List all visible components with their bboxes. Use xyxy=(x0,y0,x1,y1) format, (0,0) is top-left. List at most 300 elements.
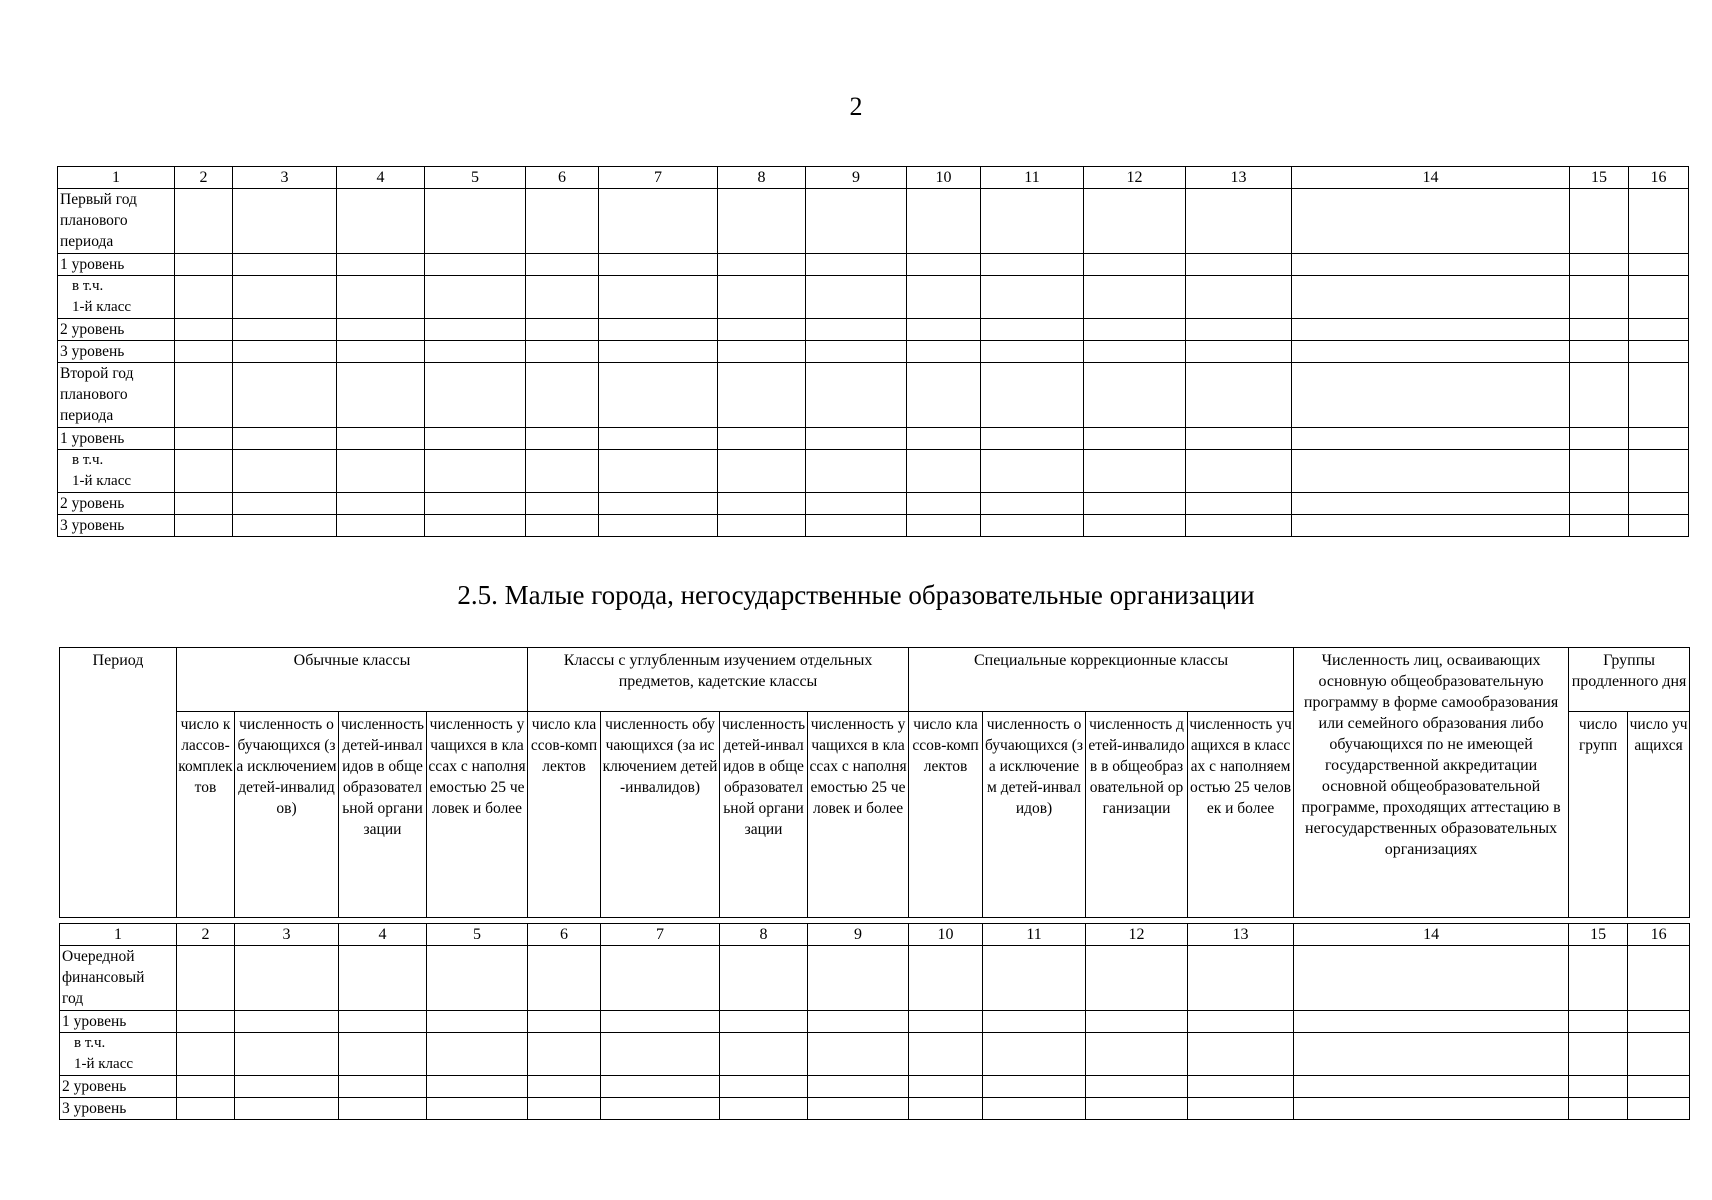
column-number: 9 xyxy=(808,924,909,946)
section-title: 2.5. Малые города, негосударственные образовательные организации xyxy=(457,580,1255,610)
table-row xyxy=(58,276,1689,319)
empty-cell xyxy=(528,946,601,1011)
empty-cell xyxy=(337,363,425,428)
empty-cell xyxy=(233,189,337,254)
empty-cell xyxy=(528,1098,601,1120)
row-label: 3 уровень xyxy=(58,515,175,537)
empty-cell xyxy=(177,1076,235,1098)
column-number: 6 xyxy=(528,924,601,946)
empty-cell xyxy=(981,450,1084,493)
empty-cell xyxy=(1084,276,1186,319)
empty-cell xyxy=(808,1076,909,1098)
empty-cell xyxy=(909,1033,983,1076)
subcolumn-header: численность детей-инвалидов в общеобразовательной организации xyxy=(1086,712,1188,918)
subcolumn-header: численность детей-инвалидов в общеобразовательной организации xyxy=(339,712,427,918)
empty-cell xyxy=(718,363,806,428)
empty-cell xyxy=(981,493,1084,515)
table-row xyxy=(58,189,1689,254)
empty-cell xyxy=(1186,428,1292,450)
empty-cell xyxy=(1570,189,1629,254)
empty-cell xyxy=(1186,276,1292,319)
empty-cell xyxy=(599,450,718,493)
empty-cell xyxy=(339,1011,427,1033)
empty-cell xyxy=(1629,341,1689,363)
empty-cell xyxy=(425,254,526,276)
empty-cell xyxy=(339,1076,427,1098)
empty-cell xyxy=(1629,493,1689,515)
column-number: 7 xyxy=(599,167,718,189)
empty-cell xyxy=(808,1033,909,1076)
column-number: 14 xyxy=(1292,167,1570,189)
subcolumn-header: численность учащихся в классах с наполняемостью 25 человек и более xyxy=(1188,712,1294,918)
empty-cell xyxy=(175,319,233,341)
empty-cell xyxy=(425,341,526,363)
empty-cell xyxy=(1186,515,1292,537)
empty-cell xyxy=(983,1033,1086,1076)
row-label: 2 уровень xyxy=(58,319,175,341)
empty-cell xyxy=(175,493,233,515)
empty-cell xyxy=(1628,1033,1690,1076)
empty-cell xyxy=(1294,946,1569,1011)
row-label: в т.ч. 1-й класс xyxy=(58,276,175,319)
empty-cell xyxy=(235,1033,339,1076)
empty-cell xyxy=(233,493,337,515)
empty-cell xyxy=(337,515,425,537)
empty-cell xyxy=(601,1011,720,1033)
empty-cell xyxy=(1186,341,1292,363)
empty-cell xyxy=(806,363,907,428)
group-header-advanced: Классы с углубленным изучением отдельных предметов, кадетские классы xyxy=(528,648,909,712)
empty-cell xyxy=(718,319,806,341)
empty-cell xyxy=(909,946,983,1011)
empty-cell xyxy=(526,363,599,428)
empty-cell xyxy=(425,428,526,450)
empty-cell xyxy=(1086,1076,1188,1098)
empty-cell xyxy=(1629,254,1689,276)
empty-cell xyxy=(175,428,233,450)
row-label: 1 уровень xyxy=(60,1011,177,1033)
column-number: 1 xyxy=(58,167,175,189)
empty-cell xyxy=(718,189,806,254)
table-row xyxy=(60,1098,1690,1120)
empty-cell xyxy=(1292,276,1570,319)
empty-cell xyxy=(599,428,718,450)
empty-cell xyxy=(806,276,907,319)
empty-cell xyxy=(1292,515,1570,537)
empty-cell xyxy=(526,493,599,515)
empty-cell xyxy=(1186,319,1292,341)
empty-cell xyxy=(601,1076,720,1098)
empty-cell xyxy=(425,493,526,515)
empty-cell xyxy=(1294,1011,1569,1033)
empty-cell xyxy=(1186,493,1292,515)
empty-cell xyxy=(599,493,718,515)
empty-cell xyxy=(907,493,981,515)
subcolumn-header: численность учащихся в классах с наполняемостью 25 человек и более xyxy=(427,712,528,918)
empty-cell xyxy=(175,363,233,428)
empty-cell xyxy=(233,515,337,537)
empty-cell xyxy=(806,341,907,363)
empty-cell xyxy=(720,1033,808,1076)
subcolumn-header: число классов-комплектов xyxy=(528,712,601,918)
empty-cell xyxy=(907,189,981,254)
column-number: 11 xyxy=(981,167,1084,189)
empty-cell xyxy=(1569,946,1628,1011)
empty-cell xyxy=(337,450,425,493)
empty-cell xyxy=(1629,515,1689,537)
empty-cell xyxy=(808,1098,909,1120)
table-row xyxy=(58,450,1689,493)
empty-cell xyxy=(1629,276,1689,319)
empty-cell xyxy=(720,946,808,1011)
empty-cell xyxy=(983,946,1086,1011)
empty-cell xyxy=(425,363,526,428)
empty-cell xyxy=(233,450,337,493)
empty-cell xyxy=(718,450,806,493)
empty-cell xyxy=(909,1076,983,1098)
row-label: 2 уровень xyxy=(58,493,175,515)
column-number: 4 xyxy=(337,167,425,189)
column-number-row xyxy=(60,924,1690,946)
empty-cell xyxy=(720,1076,808,1098)
empty-cell xyxy=(233,319,337,341)
empty-cell xyxy=(909,1011,983,1033)
column-number: 10 xyxy=(907,167,981,189)
empty-cell xyxy=(235,1011,339,1033)
empty-cell xyxy=(175,450,233,493)
empty-cell xyxy=(983,1011,1086,1033)
column-number: 15 xyxy=(1569,924,1628,946)
column-number: 8 xyxy=(720,924,808,946)
subcolumn-header: численность обучающихся (за исключением детей-инвалидов) xyxy=(983,712,1086,918)
empty-cell xyxy=(601,1033,720,1076)
row-label: 1 уровень xyxy=(58,428,175,450)
empty-cell xyxy=(599,276,718,319)
empty-cell xyxy=(1629,189,1689,254)
column-number: 4 xyxy=(339,924,427,946)
empty-cell xyxy=(339,946,427,1011)
empty-cell xyxy=(526,428,599,450)
column-number: 16 xyxy=(1629,167,1689,189)
table-row xyxy=(58,515,1689,537)
row-label: Очередной финансовый год xyxy=(60,946,177,1011)
empty-cell xyxy=(425,450,526,493)
empty-cell xyxy=(233,341,337,363)
table-row xyxy=(58,254,1689,276)
empty-cell xyxy=(1628,1098,1690,1120)
empty-cell xyxy=(1570,428,1629,450)
empty-cell xyxy=(1188,1033,1294,1076)
empty-cell xyxy=(981,276,1084,319)
empty-cell xyxy=(983,1076,1086,1098)
column-number: 6 xyxy=(526,167,599,189)
row-label: 2 уровень xyxy=(60,1076,177,1098)
empty-cell xyxy=(718,254,806,276)
empty-cell xyxy=(981,319,1084,341)
empty-cell xyxy=(1188,1098,1294,1120)
empty-cell xyxy=(1569,1011,1628,1033)
empty-cell xyxy=(599,254,718,276)
bottom-table xyxy=(59,647,1690,1120)
empty-cell xyxy=(427,1098,528,1120)
empty-cell xyxy=(806,254,907,276)
empty-cell xyxy=(177,1033,235,1076)
empty-cell xyxy=(233,276,337,319)
empty-cell xyxy=(1188,946,1294,1011)
empty-cell xyxy=(337,428,425,450)
empty-cell xyxy=(599,515,718,537)
empty-cell xyxy=(907,363,981,428)
column-number: 12 xyxy=(1086,924,1188,946)
empty-cell xyxy=(808,1011,909,1033)
empty-cell xyxy=(1292,428,1570,450)
empty-cell xyxy=(1084,363,1186,428)
empty-cell xyxy=(1186,189,1292,254)
table-row xyxy=(58,363,1689,428)
group-header-correctional: Специальные коррекционные классы xyxy=(909,648,1294,712)
empty-cell xyxy=(601,946,720,1011)
empty-cell xyxy=(806,319,907,341)
table-row xyxy=(60,1076,1690,1098)
column-number: 5 xyxy=(427,924,528,946)
table-row xyxy=(58,493,1689,515)
column-number: 15 xyxy=(1570,167,1629,189)
col14-header-line2: самообразования или семейного образования либо обучающихся по не имеющей государственной аккредитации основной общеобразовательной программе, проходящих аттестацию в негосударственных образовательных организациях xyxy=(1301,694,1561,858)
empty-cell xyxy=(907,254,981,276)
empty-cell xyxy=(233,254,337,276)
empty-cell xyxy=(526,450,599,493)
empty-cell xyxy=(1292,493,1570,515)
column-number: 12 xyxy=(1084,167,1186,189)
empty-cell xyxy=(1294,1076,1569,1098)
column-number: 13 xyxy=(1186,167,1292,189)
empty-cell xyxy=(907,319,981,341)
empty-cell xyxy=(1084,428,1186,450)
column-number: 16 xyxy=(1628,924,1690,946)
empty-cell xyxy=(175,515,233,537)
column-number: 2 xyxy=(175,167,233,189)
empty-cell xyxy=(718,515,806,537)
empty-cell xyxy=(1084,515,1186,537)
empty-cell xyxy=(526,189,599,254)
empty-cell xyxy=(1084,319,1186,341)
empty-cell xyxy=(981,515,1084,537)
column-number: 3 xyxy=(233,167,337,189)
column-number: 3 xyxy=(235,924,339,946)
empty-cell xyxy=(1086,1098,1188,1120)
empty-cell xyxy=(337,493,425,515)
empty-cell xyxy=(427,1011,528,1033)
empty-cell xyxy=(806,450,907,493)
table-row xyxy=(60,946,1690,1011)
empty-cell xyxy=(718,276,806,319)
empty-cell xyxy=(1084,450,1186,493)
empty-cell xyxy=(808,946,909,1011)
empty-cell xyxy=(599,341,718,363)
empty-cell xyxy=(1294,1033,1569,1076)
subcolumn-header-groups: число групп xyxy=(1569,712,1628,918)
empty-cell xyxy=(1086,1011,1188,1033)
row-label: 1 уровень xyxy=(58,254,175,276)
empty-cell xyxy=(1086,1033,1188,1076)
row-label: Второй год планового периода xyxy=(58,363,175,428)
subcolumn-header: численность детей-инвалидов в общеобразовательной организации xyxy=(720,712,808,918)
empty-cell xyxy=(1084,254,1186,276)
empty-cell xyxy=(1570,363,1629,428)
empty-cell xyxy=(806,493,907,515)
empty-cell xyxy=(337,189,425,254)
empty-cell xyxy=(1570,341,1629,363)
empty-cell xyxy=(1188,1011,1294,1033)
table-row xyxy=(60,1033,1690,1076)
empty-cell xyxy=(718,493,806,515)
empty-cell xyxy=(907,450,981,493)
table-row xyxy=(58,428,1689,450)
empty-cell xyxy=(1292,450,1570,493)
empty-cell xyxy=(599,189,718,254)
empty-cell xyxy=(1629,428,1689,450)
subcolumn-header: число классов-комплектов xyxy=(909,712,983,918)
empty-cell xyxy=(1629,450,1689,493)
empty-cell xyxy=(981,189,1084,254)
empty-cell xyxy=(907,428,981,450)
empty-cell xyxy=(718,428,806,450)
empty-cell xyxy=(1084,341,1186,363)
row-label: в т.ч. 1-й класс xyxy=(58,450,175,493)
empty-cell xyxy=(1570,493,1629,515)
empty-cell xyxy=(1188,1076,1294,1098)
empty-cell xyxy=(1569,1076,1628,1098)
empty-cell xyxy=(1186,450,1292,493)
empty-cell xyxy=(981,341,1084,363)
row-label: в т.ч. 1-й класс xyxy=(60,1033,177,1076)
empty-cell xyxy=(1186,363,1292,428)
empty-cell xyxy=(427,946,528,1011)
empty-cell xyxy=(526,341,599,363)
row-label: 3 уровень xyxy=(58,341,175,363)
empty-cell xyxy=(175,276,233,319)
empty-cell xyxy=(177,946,235,1011)
empty-cell xyxy=(1570,276,1629,319)
empty-cell xyxy=(425,319,526,341)
empty-cell xyxy=(427,1033,528,1076)
empty-cell xyxy=(806,428,907,450)
empty-cell xyxy=(1292,319,1570,341)
empty-cell xyxy=(1084,189,1186,254)
empty-cell xyxy=(1628,946,1690,1011)
empty-cell xyxy=(599,363,718,428)
empty-cell xyxy=(981,428,1084,450)
empty-cell xyxy=(235,1076,339,1098)
empty-cell xyxy=(1084,493,1186,515)
empty-cell xyxy=(427,1076,528,1098)
period-header: Период xyxy=(60,648,177,918)
empty-cell xyxy=(177,1011,235,1033)
empty-cell xyxy=(337,254,425,276)
column-number: 1 xyxy=(60,924,177,946)
empty-cell xyxy=(1186,254,1292,276)
empty-cell xyxy=(806,189,907,254)
row-label: 3 уровень xyxy=(60,1098,177,1120)
empty-cell xyxy=(337,319,425,341)
empty-cell xyxy=(907,515,981,537)
empty-cell xyxy=(1292,254,1570,276)
row-label: Первый год планового периода xyxy=(58,189,175,254)
column-number: 9 xyxy=(806,167,907,189)
subcolumn-header-students: число учащихся xyxy=(1628,712,1690,918)
empty-cell xyxy=(175,341,233,363)
group-header-extended-day: Группы продленного дня xyxy=(1569,648,1690,712)
empty-cell xyxy=(1292,363,1570,428)
column-number: 8 xyxy=(718,167,806,189)
column-number: 11 xyxy=(983,924,1086,946)
empty-cell xyxy=(806,515,907,537)
empty-cell xyxy=(1570,515,1629,537)
empty-cell xyxy=(1569,1098,1628,1120)
empty-cell xyxy=(1292,189,1570,254)
empty-cell xyxy=(981,363,1084,428)
empty-cell xyxy=(718,341,806,363)
empty-cell xyxy=(1628,1011,1690,1033)
empty-cell xyxy=(1569,1033,1628,1076)
empty-cell xyxy=(528,1076,601,1098)
empty-cell xyxy=(235,1098,339,1120)
table-row xyxy=(58,341,1689,363)
column-number-row xyxy=(58,167,1689,189)
empty-cell xyxy=(1628,1076,1690,1098)
empty-cell xyxy=(526,319,599,341)
empty-cell xyxy=(177,1098,235,1120)
empty-cell xyxy=(339,1033,427,1076)
empty-cell xyxy=(981,254,1084,276)
column-number: 13 xyxy=(1188,924,1294,946)
empty-cell xyxy=(1629,363,1689,428)
column-number: 7 xyxy=(601,924,720,946)
empty-cell xyxy=(1629,319,1689,341)
subcolumn-header: число классов-комплектов xyxy=(177,712,235,918)
empty-cell xyxy=(425,515,526,537)
empty-cell xyxy=(526,254,599,276)
empty-cell xyxy=(907,341,981,363)
empty-cell xyxy=(1570,319,1629,341)
empty-cell xyxy=(1292,341,1570,363)
subcolumn-header: численность обучающихся (за исключением детей-инвалидов) xyxy=(235,712,339,918)
empty-cell xyxy=(526,276,599,319)
empty-cell xyxy=(175,189,233,254)
col14-header xyxy=(1294,648,1569,918)
empty-cell xyxy=(601,1098,720,1120)
table-row xyxy=(60,1011,1690,1033)
empty-cell xyxy=(1086,946,1188,1011)
table-row xyxy=(58,319,1689,341)
empty-cell xyxy=(907,276,981,319)
subcolumn-header: численность учащихся в классах с наполняемостью 25 человек и более xyxy=(808,712,909,918)
empty-cell xyxy=(528,1011,601,1033)
empty-cell xyxy=(175,254,233,276)
empty-cell xyxy=(337,341,425,363)
empty-cell xyxy=(1294,1098,1569,1120)
empty-cell xyxy=(599,319,718,341)
empty-cell xyxy=(528,1033,601,1076)
col14-header-line1: Численность лиц, осваивающих основную общеобразовательную программу в форме xyxy=(1303,652,1544,711)
page-number: 2 xyxy=(849,92,863,121)
empty-cell xyxy=(233,428,337,450)
subcolumn-header: численность обучающихся (за исключением детей-инвалидов) xyxy=(601,712,720,918)
empty-cell xyxy=(720,1011,808,1033)
top-table xyxy=(57,166,1689,537)
empty-cell xyxy=(720,1098,808,1120)
empty-cell xyxy=(1570,450,1629,493)
